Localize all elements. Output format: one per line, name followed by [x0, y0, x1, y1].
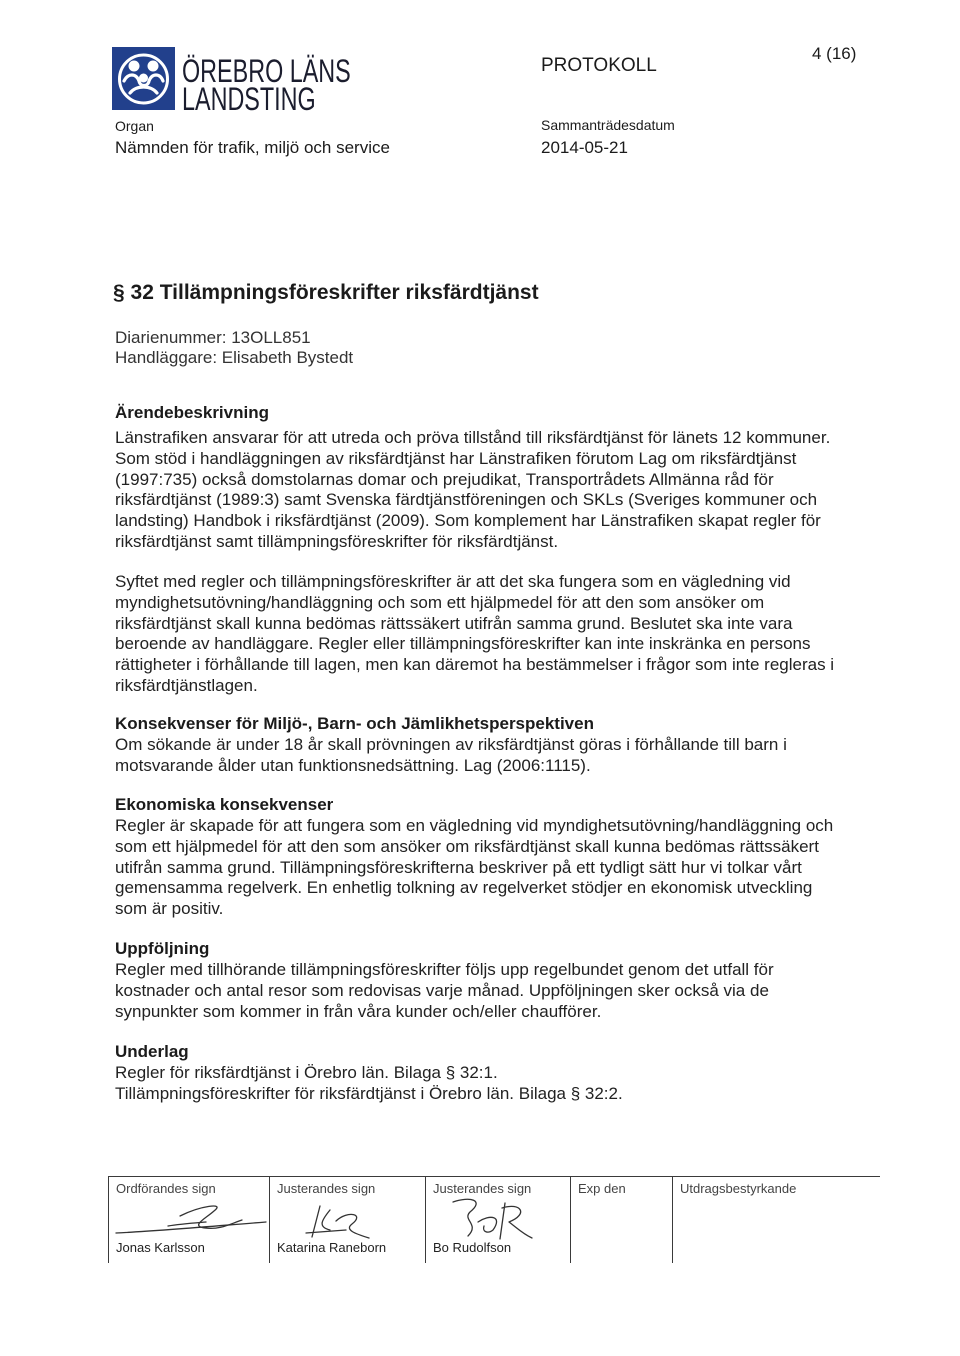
paragraph [115, 428, 830, 553]
text-line: gemensamma regelverk. En enhetlig tolkning av regelverket stödjer en ekonomisk utveckling [115, 878, 813, 898]
paragraph [115, 1063, 623, 1105]
section-heading-konsekvenser: Konsekvenser för Miljö-, Barn- och Jämlikhetsperspektiven [115, 714, 594, 733]
text-line: Som stöd i handläggningen av riksfärdtjänst har Länstrafiken förutom Lag om riksfärdtjänst [115, 448, 797, 468]
paragraph [115, 816, 833, 920]
text-line: Regler med tillhörande tillämpningsföreskrifter följs upp regelbundet genom det utfall för [115, 960, 774, 979]
signature-table [108, 1176, 880, 1263]
signature-cell-certification [672, 1177, 881, 1263]
cell-label: Justerandes sign [277, 1181, 376, 1196]
page-title: § 32 Tillämpningsföreskrifter riksfärdtjänst [113, 281, 539, 304]
text-line: myndighetsutövning/handläggning och som ett hjälpmedel för att den som ansöker om [115, 592, 765, 612]
section-heading-ekonomiska-konsekvenser: Ekonomiska konsekvenser [115, 795, 334, 814]
org-name-line1: ÖREBRO LÄNS [182, 53, 351, 89]
text-line: Regler för riksfärdtjänst i Örebro län. Bilaga § 32:1. [115, 1063, 498, 1082]
diarienummer: Diarienummer: 13OLL851 [115, 328, 311, 347]
page-number: 4 (16) [812, 44, 857, 63]
cell-label: Ordförandes sign [116, 1181, 216, 1196]
cell-label: Utdragsbestyrkande [680, 1181, 797, 1196]
text-line: riksfärdtjänstlagen. [115, 675, 258, 695]
organ-label: Organ [115, 118, 154, 134]
text-line: Tillämpningsföreskrifter för riksfärdtjänst i Örebro län. Bilaga § 32:2. [115, 1083, 623, 1103]
paragraph [115, 735, 787, 777]
cell-label: Exp den [578, 1181, 626, 1196]
section-heading-arendebeskrivning: Ärendebeskrivning [115, 403, 269, 422]
logo [112, 47, 175, 110]
text-line: (1997:735) också domstolarnas domar och prejudikat, Transportrådets Allmänna råd för [115, 469, 774, 489]
text-line: som ett hjälpmedel för att den som ansöker om riksfärdtjänst skall kunna bedömas rättssäkert [115, 836, 819, 856]
document-type: PROTOKOLL [541, 55, 657, 76]
text-line: landsting) Handbok i riksfärdtjänst (2009). Som komplement har Länstrafiken skapat regler för [115, 511, 821, 531]
signer-name: Katarina Raneborn [277, 1240, 387, 1255]
text-line: Regler är skapade för att fungera som en vägledning vid myndighetsutövning/handläggning och [115, 816, 834, 835]
text-line: riksfärdtjänst skall kunna bedömas rättssäkert utifrån samma grund. Beslutet ska inte vara [115, 613, 793, 633]
cell-label: Justerandes sign [433, 1181, 532, 1196]
signature-cell-exp-date [570, 1177, 673, 1263]
text-line: Länstrafiken ansvarar för att utreda och pröva tillstånd till riksfärdtjänst för länets 12 kommuner. [115, 428, 831, 447]
text-line: rättigheter i förhållande till lagen, men kan däremot ha bestämmelser i frågor som inte regleras i [115, 655, 835, 675]
county-council-emblem-icon [112, 47, 175, 110]
text-line: kostnader och antal resor som redovisas varje månad. Uppföljningen sker också via de [115, 980, 769, 1000]
meeting-date-value: 2014-05-21 [541, 138, 628, 157]
text-line: utifrån samma grund. Tillämpningsföreskrifterna beskriver på ett tydligt sätt hur vi tolkar vårt [115, 857, 802, 877]
text-line: Om sökande är under 18 år skall prövningen av riksfärdtjänst göras i förhållande till barn i [115, 735, 787, 754]
text-line: synpunkter som kommer in från våra kunder och/eller chaufförer. [115, 1001, 602, 1021]
text-line: riksfärdtjänst (1989:3) samt Svenska färdtjänstföreningen och SKLs (Sveriges kommuner och [115, 490, 818, 510]
text-line: beroende av handläggare. Regler eller tillämpningsföreskrifter kan inte inskränka en persons [115, 634, 811, 654]
meeting-date-label: Sammanträdesdatum [541, 117, 675, 133]
text-line: Syftet med regler och tillämpningsföreskrifter är att det ska fungera som en vägledning vid [115, 572, 791, 591]
signature-cell-adjuster-1 [269, 1177, 426, 1263]
signer-name: Bo Rudolfson [433, 1240, 512, 1255]
signature-cell-chair [108, 1177, 270, 1263]
section-heading-uppfoljning: Uppföljning [115, 939, 210, 958]
paragraph [115, 960, 774, 1022]
section-heading-underlag: Underlag [115, 1042, 189, 1061]
signature-cell-adjuster-2 [425, 1177, 571, 1263]
paragraph [115, 572, 834, 697]
signer-name: Jonas Karlsson [116, 1240, 205, 1255]
text-line: riksfärdtjänst samt tillämpningsföreskrifter för riksfärdtjänst. [115, 531, 559, 551]
text-line: motsvarande ålder utan funktionsnedsättning. Lag (2006:1115). [115, 755, 591, 775]
organ-value: Nämnden för trafik, miljö och service [115, 138, 390, 157]
text-line: som är positiv. [115, 899, 224, 919]
handlaggare: Handläggare: Elisabeth Bystedt [115, 348, 354, 367]
org-name-line2: LANDSTING [182, 81, 316, 117]
